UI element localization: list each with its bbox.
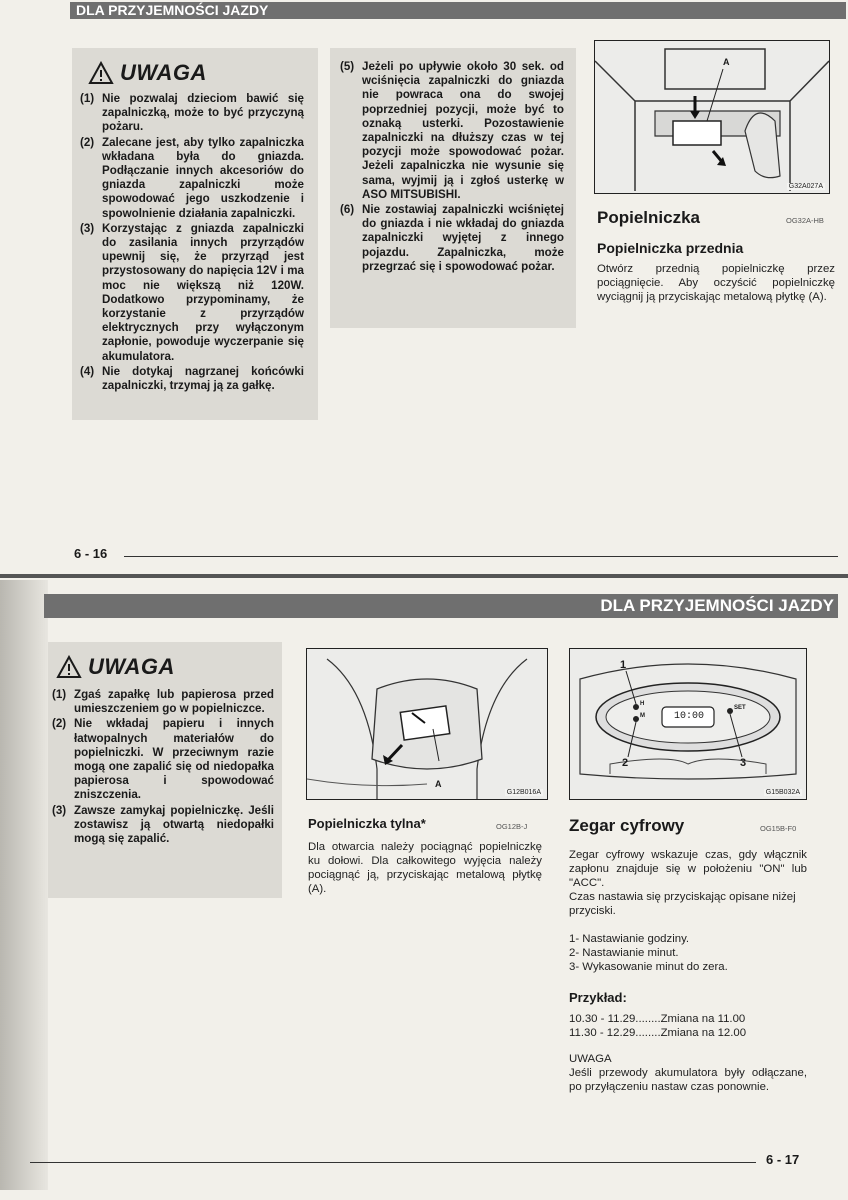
bottom-warning-header — [56, 654, 175, 680]
top-warning-header — [88, 60, 207, 86]
clock-title: Zegar cyfrowy — [569, 816, 685, 835]
item-number: (3) — [80, 221, 95, 235]
item-number: (1) — [80, 92, 95, 105]
item-number: (5) — [340, 60, 355, 73]
list-item: 3- Wykasowanie minut do zera. — [569, 961, 728, 973]
top-page-number: 6 - 16 — [74, 546, 108, 561]
item-text: Nie zostawiaj zapalniczki wciśniętej do gniazda i nie wkładaj do gniazda zapalniczki wyjętej z innego pojazdu. Zapalniczka, może przegrzać się i spowodować pożar. — [362, 203, 564, 273]
warning-triangle-icon — [88, 61, 114, 85]
bottom-footer-rule — [30, 1162, 756, 1163]
digital-clock-illustration — [570, 649, 806, 799]
digital-clock-figure — [569, 648, 807, 800]
figure2-label-a: A — [435, 779, 442, 789]
ashtray-subtitle: Popielniczka przednia — [597, 240, 744, 256]
ashtray-front-illustration — [595, 41, 829, 193]
clock-example-list — [569, 1012, 807, 1040]
item-text: Nie wkładaj papieru i innych łatwopalnych materiałów do popielniczki. W przeciwnym razie mogą one zapalić się od niedopałka papierosa i spowodować zniszczenia. — [74, 717, 274, 802]
item-text: Zgaś zapałkę lub papierosa przed umieszczeniem go w popielniczce. — [74, 688, 274, 716]
item-text: Zalecane jest, aby tylko zapalniczka wkładana była do gniazda. Podłączanie innych akcesoriów do gniazda zapalniczki może spowodować jego uszkodzenie i spowolnienie działania zapalniczki. — [102, 135, 304, 220]
item-number: (2) — [80, 135, 95, 149]
warning-triangle-icon — [56, 655, 82, 679]
item-text: Nie dotykaj nagrzanej końcówki zapalniczki, trzymaj ją za gałkę. — [102, 364, 304, 393]
bottom-page — [0, 580, 848, 1200]
item-number: (6) — [340, 203, 355, 217]
ashtray-body: Otwórz przednią popielniczkę przez pociągnięcie. Aby oczyścić popielniczkę wyciągnij ją przyciskając metalową płytkę (A). — [597, 263, 835, 303]
rear-ashtray-title: Popielniczka tylna* — [308, 816, 426, 831]
item-text: Jeżeli po upływie około 30 sek. od wciśnięcia zapalniczki do gniazda nie powraca ona do swojej poprzedniej pozycji, może być to oznaką usterki. Pozostawienie zapalniczki na dłuższy czas w tej pozycji może spowodować pożar. Jeżeli zapalniczka nie wysunie się sama, wyjmij ją i zgłoś usterkę w ASO MITSUBISHI. — [362, 60, 564, 201]
clock-para2: Czas nastawia się przyciskając opisane niżej przyciski. — [569, 891, 796, 917]
list-item — [52, 804, 274, 847]
ashtray-front-figure — [594, 40, 830, 194]
top-warning-list — [80, 92, 304, 394]
clock-label-set: SET — [734, 705, 746, 711]
top-page — [0, 0, 848, 580]
list-item — [80, 365, 304, 393]
clock-button-list — [569, 932, 807, 974]
clock-label-3: 3 — [740, 757, 747, 769]
item-number: (4) — [80, 364, 95, 378]
bottom-warning-list — [52, 688, 274, 847]
list-item — [340, 203, 564, 274]
top-footer-rule — [124, 556, 838, 557]
item-number: (2) — [52, 717, 67, 731]
rear-ashtray-code: OG12B-J — [496, 822, 528, 831]
figure1-code: G32A027A — [788, 183, 823, 190]
item-text: Korzystając z gniazda zapalniczki do zasilania innych przyrządów upewnij się, że przyrząd jest przystosowany do napięcia 12V i ma moc nie większą niż 120W. Dodatkowo przypominamy, że korzystanie z przyrządów elektrycznych przy wyłączonym zapłonie, powoduje wyczerpanie się akumulatora. — [102, 221, 304, 363]
top-warning-title: UWAGA — [120, 60, 207, 85]
item-number: (1) — [52, 688, 67, 701]
ashtray-title: Popielniczka — [597, 208, 700, 227]
item-number: (3) — [52, 803, 67, 817]
list-item — [340, 60, 564, 202]
list-item — [52, 717, 274, 802]
list-item — [80, 136, 304, 221]
list-item: 1- Nastawianie godziny. — [569, 933, 690, 945]
clock-display: 10:00 — [674, 711, 705, 722]
rear-ashtray-body: Dla otwarcia należy pociągnąć popielniczkę ku dołowi. Dla całkowitego wyjęcia należy pociągnąć ją, przyciskając metalową płytkę (A). — [308, 841, 542, 895]
bottom-warning-title: UWAGA — [88, 654, 175, 679]
clock-label-1: 1 — [620, 659, 627, 671]
bottom-header-text: DLA PRZYJEMNOŚCI JAZDY — [600, 596, 834, 615]
clock-code: OG15B-F0 — [760, 824, 797, 833]
list-item — [52, 688, 274, 716]
ashtray-code: OG32A-HB — [786, 216, 824, 225]
item-text: Nie pozwalaj dzieciom bawić się zapalniczką, może to być przyczyną pożaru. — [102, 92, 304, 134]
list-item: 11.30 - 12.29........Zmiana na 12.00 — [569, 1027, 747, 1039]
rear-ashtray-illustration — [307, 649, 547, 799]
bottom-page-number: 6 - 17 — [766, 1152, 800, 1167]
list-item: 10.30 - 11.29........Zmiana na 11.00 — [569, 1013, 746, 1025]
clock-example-title: Przykład: — [569, 990, 627, 1005]
list-item: 2- Nastawianie minut. — [569, 947, 679, 959]
clock-label-h: H — [640, 701, 645, 707]
list-item — [80, 92, 304, 135]
bottom-header-banner — [44, 594, 838, 618]
rear-ashtray-figure — [306, 648, 548, 800]
clock-note-text: Jeśli przewody akumulatora były odłączane, po przyłączeniu nastaw czas ponownie. — [569, 1067, 807, 1093]
top-header-banner — [70, 2, 846, 19]
clock-label-2: 2 — [622, 757, 629, 769]
figure2-code: G12B016A — [506, 789, 541, 796]
list-item — [80, 222, 304, 364]
clock-para1: Zegar cyfrowy wskazuje czas, gdy włącznik zapłonu znajduje się w położeniu "ON" lub "ACC". — [569, 849, 807, 889]
item-text: Zawsze zamykaj popielniczkę. Jeśli zostawisz ją otwartą niedopałki mogą się zapalić. — [74, 803, 274, 846]
page-divider — [0, 574, 848, 578]
top-warning-cont-list — [340, 60, 564, 275]
figure3-code: G15B032A — [765, 789, 800, 796]
clock-label-m: M — [640, 713, 645, 719]
figure1-label-a: A — [723, 57, 730, 67]
top-header-text: DLA PRZYJEMNOŚCI JAZDY — [76, 2, 269, 18]
clock-note-title: UWAGA — [569, 1053, 612, 1065]
